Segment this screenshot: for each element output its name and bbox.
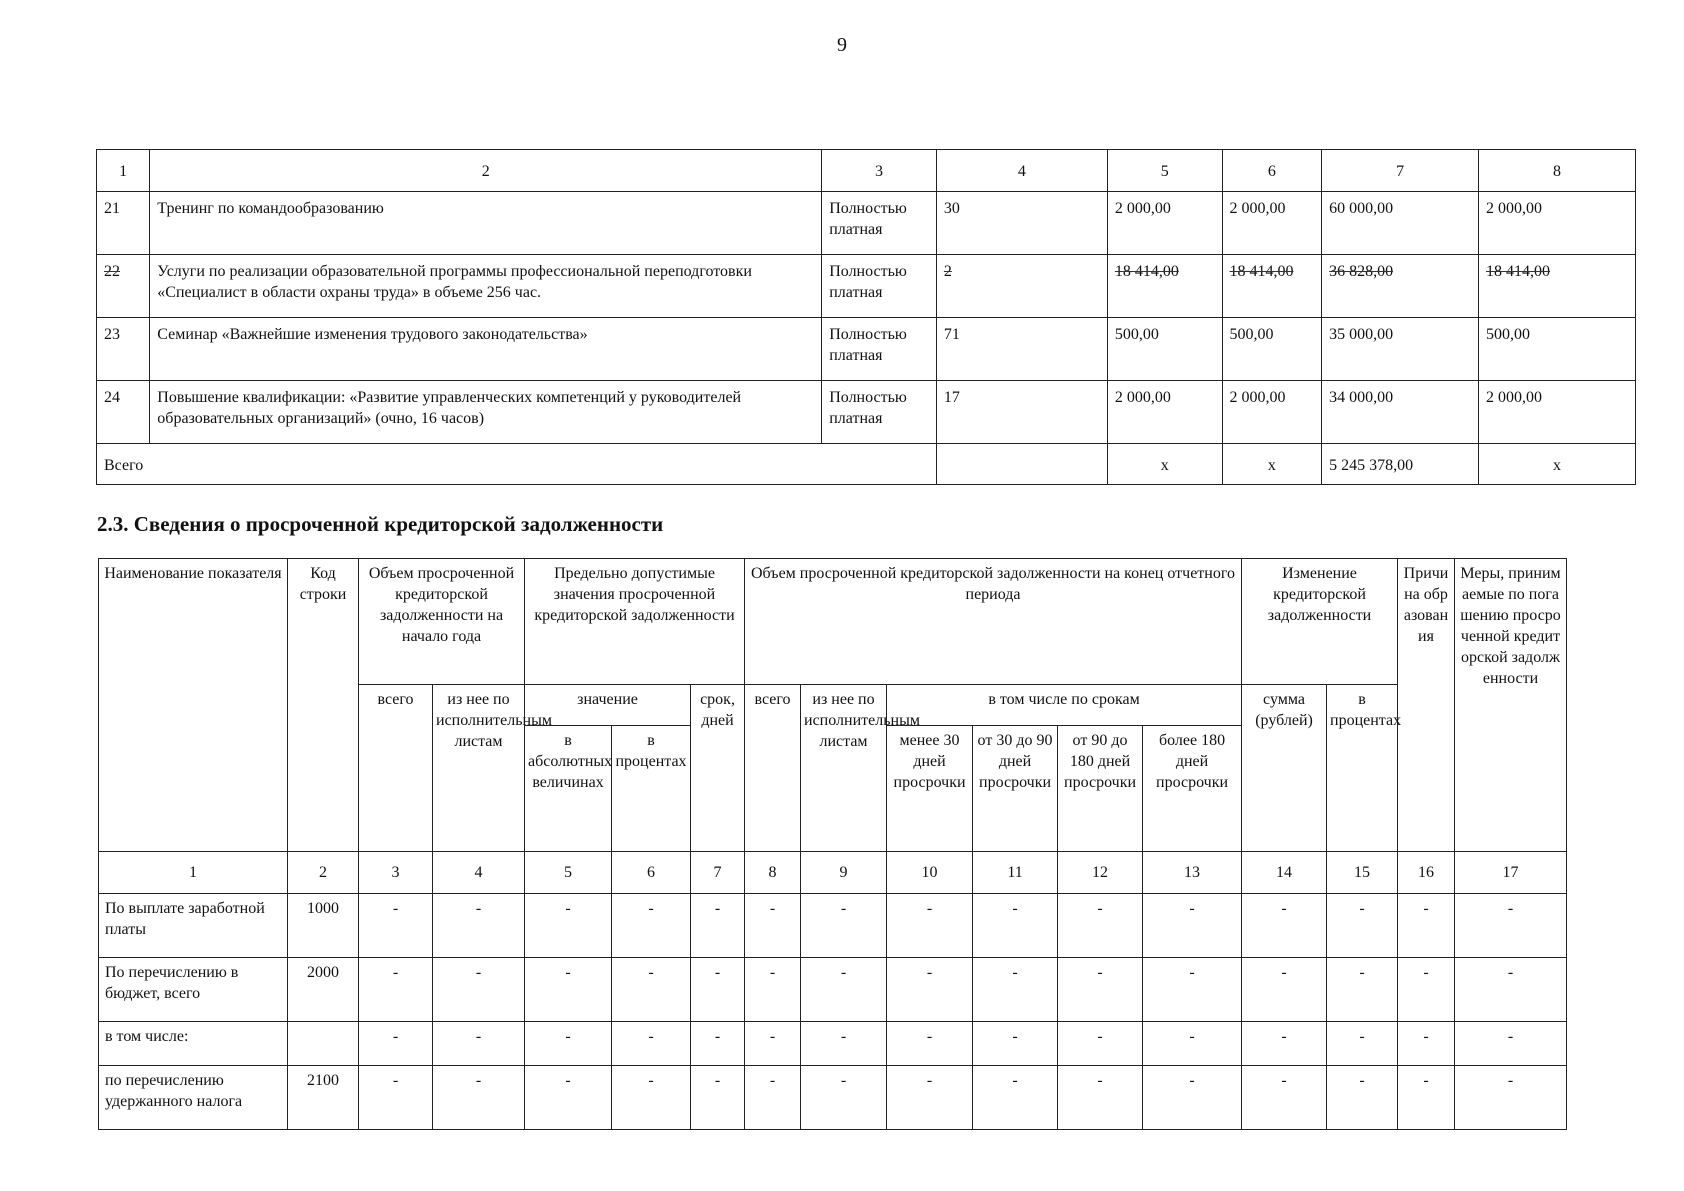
dash-cell: - [1242, 1022, 1327, 1066]
dash-cell: - [887, 1066, 973, 1130]
header-indicator: Наименование показателя [99, 559, 288, 852]
dash-cell: - [1455, 1066, 1567, 1130]
col-number: 4 [433, 852, 525, 894]
table-row [97, 255, 1636, 318]
header-gt180: более 180 дней просрочки [1143, 726, 1242, 852]
dash-cell: - [612, 894, 691, 958]
dash-cell: - [887, 958, 973, 1022]
dash-cell: - [433, 1022, 525, 1066]
table-row [99, 894, 1567, 958]
dash-cell: - [359, 1022, 433, 1066]
service-name: Тренинг по командообразованию [150, 192, 822, 255]
value-cell: 2 000,00 [1222, 192, 1322, 255]
total-row [97, 444, 1636, 485]
col-number: 4 [936, 150, 1107, 192]
dash-cell: - [691, 1066, 745, 1130]
service-type: Полностью платная [822, 192, 937, 255]
dash-cell: - [973, 1022, 1058, 1066]
value-cell: 18 414,00 [1479, 255, 1636, 318]
value-cell: 18 414,00 [1107, 255, 1222, 318]
col-number: 5 [1107, 150, 1222, 192]
dash-cell: - [691, 1022, 745, 1066]
value-cell: 2 000,00 [1107, 381, 1222, 444]
col-number: 15 [1327, 852, 1398, 894]
dash-cell: - [1242, 894, 1327, 958]
dash-cell: - [525, 894, 612, 958]
col-number: 2 [288, 852, 359, 894]
table-header-row [99, 559, 1567, 685]
service-type: Полностью платная [822, 381, 937, 444]
dash-cell: - [612, 958, 691, 1022]
header-reason: Причина образования [1398, 559, 1455, 852]
dash-cell: - [801, 958, 887, 1022]
services-table [96, 149, 1636, 485]
value-cell: 60 000,00 [1322, 192, 1479, 255]
header-term-days: срок, дней [691, 685, 745, 852]
value-cell: 500,00 [1479, 318, 1636, 381]
dash-cell: - [1398, 1022, 1455, 1066]
col-number: 6 [1222, 150, 1322, 192]
row-number: 22 [97, 255, 150, 318]
header-pct: в процентах [612, 726, 691, 852]
dash-cell: - [1058, 1022, 1143, 1066]
col-number: 14 [1242, 852, 1327, 894]
header-by-terms: в том числе по срокам [887, 685, 1242, 726]
col-number: 10 [887, 852, 973, 894]
col-number: 6 [612, 852, 691, 894]
row-number: 23 [97, 318, 150, 381]
dash-cell: - [612, 1022, 691, 1066]
col-number: 9 [801, 852, 887, 894]
value-cell: 2 000,00 [1107, 192, 1222, 255]
col-number: 11 [973, 852, 1058, 894]
dash-cell: - [433, 958, 525, 1022]
col-number: 17 [1455, 852, 1567, 894]
col-number: 1 [99, 852, 288, 894]
col-number: 7 [1322, 150, 1479, 192]
value-cell: 2 000,00 [1479, 381, 1636, 444]
value-cell: 500,00 [1107, 318, 1222, 381]
table-row [99, 1022, 1567, 1066]
value-cell: 34 000,00 [1322, 381, 1479, 444]
row-number: 21 [97, 192, 150, 255]
overdue-debt-table [98, 558, 1567, 1130]
col-number: 13 [1143, 852, 1242, 894]
dash-cell: - [973, 894, 1058, 958]
section-title: 2.3. Сведения о просроченной кредиторской задолженности [97, 512, 664, 536]
total-cell: x [1107, 444, 1222, 485]
dash-cell: - [973, 1066, 1058, 1130]
dash-cell: - [745, 894, 801, 958]
header-end-volume: Объем просроченной кредиторской задолженности на конец отчетного периода [745, 559, 1242, 685]
dash-cell: - [1058, 894, 1143, 958]
dash-cell: - [525, 1022, 612, 1066]
table-row [99, 958, 1567, 1022]
header-in-pct: в процентах [1327, 685, 1398, 852]
col-number: 2 [150, 150, 822, 192]
dash-cell: - [691, 894, 745, 958]
dash-cell: - [1242, 1066, 1327, 1130]
empty-cell [936, 444, 1107, 485]
col-number: 5 [525, 852, 612, 894]
value-cell: 18 414,00 [1222, 255, 1322, 318]
quantity: 17 [936, 381, 1107, 444]
dash-cell: - [612, 1066, 691, 1130]
total-cell: x [1479, 444, 1636, 485]
dash-cell: - [887, 894, 973, 958]
dash-cell: - [433, 894, 525, 958]
dash-cell: - [691, 958, 745, 1022]
total-sum: 5 245 378,00 [1322, 444, 1479, 485]
value-cell: 36 828,00 [1322, 255, 1479, 318]
header-value: значение [525, 685, 691, 726]
dash-cell: - [801, 1022, 887, 1066]
header-30-90: от 30 до 90 дней просрочки [973, 726, 1058, 852]
header-measures: Меры, принимаемые по погашению просроченной кредиторской задолженности [1455, 559, 1567, 852]
dash-cell: - [1143, 958, 1242, 1022]
dash-cell: - [1058, 958, 1143, 1022]
dash-cell: - [1143, 1066, 1242, 1130]
col-number: 8 [1479, 150, 1636, 192]
dash-cell: - [1455, 894, 1567, 958]
table-row [99, 1066, 1567, 1130]
col-number: 12 [1058, 852, 1143, 894]
dash-cell: - [525, 1066, 612, 1130]
dash-cell: - [887, 1022, 973, 1066]
dash-cell: - [801, 1066, 887, 1130]
indicator-name: По перечислению в бюджет, всего [99, 958, 288, 1022]
column-numbers-row [99, 852, 1567, 894]
header-limits: Предельно допустимые значения просроченной кредиторской задолженности [525, 559, 745, 685]
total-label: Всего [97, 444, 937, 485]
header-change: Изменение кредиторской задолженности [1242, 559, 1398, 685]
col-number: 16 [1398, 852, 1455, 894]
dash-cell: - [1327, 894, 1398, 958]
service-type: Полностью платная [822, 318, 937, 381]
dash-cell: - [1398, 894, 1455, 958]
indicator-name: в том числе: [99, 1022, 288, 1066]
dash-cell: - [973, 958, 1058, 1022]
dash-cell: - [1327, 1022, 1398, 1066]
page-number: 9 [837, 34, 847, 56]
dash-cell: - [359, 1066, 433, 1130]
dash-cell: - [1455, 1022, 1567, 1066]
dash-cell: - [801, 894, 887, 958]
dash-cell: - [359, 894, 433, 958]
dash-cell: - [1398, 958, 1455, 1022]
row-code [288, 1022, 359, 1066]
header-abs: в абсолютных величинах [525, 726, 612, 852]
table-row [97, 318, 1636, 381]
service-name: Услуги по реализации образовательной программы профессиональной переподготовки «Специалист в области охраны труда» в объеме 256 час. [150, 255, 822, 318]
dash-cell: - [1455, 958, 1567, 1022]
dash-cell: - [525, 958, 612, 1022]
col-number: 7 [691, 852, 745, 894]
header-start-volume: Объем просроченной кредиторской задолженности на начало года [359, 559, 525, 685]
header-lt30: менее 30 дней просрочки [887, 726, 973, 852]
dash-cell: - [1327, 958, 1398, 1022]
table-row [97, 381, 1636, 444]
indicator-name: По выплате заработной платы [99, 894, 288, 958]
table-header-row [97, 150, 1636, 192]
dash-cell: - [1143, 1022, 1242, 1066]
value-cell: 2 000,00 [1222, 381, 1322, 444]
header-sum-rub: сумма (рублей) [1242, 685, 1327, 852]
row-code: 2000 [288, 958, 359, 1022]
quantity: 30 [936, 192, 1107, 255]
dash-cell: - [1242, 958, 1327, 1022]
row-number: 24 [97, 381, 150, 444]
dash-cell: - [1398, 1066, 1455, 1130]
service-type: Полностью платная [822, 255, 937, 318]
col-number: 8 [745, 852, 801, 894]
header-writs-end: из нее по исполнительным листам [801, 685, 887, 852]
value-cell: 2 000,00 [1479, 192, 1636, 255]
service-name: Повышение квалификации: «Развитие управленческих компетенций у руководителей образовательных организаций» (очно, 16 часов) [150, 381, 822, 444]
col-number: 1 [97, 150, 150, 192]
total-cell: x [1222, 444, 1322, 485]
header-code: Код строки [288, 559, 359, 852]
dash-cell: - [745, 1066, 801, 1130]
header-90-180: от 90 до 180 дней просрочки [1058, 726, 1143, 852]
header-total: всего [359, 685, 433, 852]
dash-cell: - [359, 958, 433, 1022]
indicator-name: по перечислению удержанного налога [99, 1066, 288, 1130]
dash-cell: - [1058, 1066, 1143, 1130]
dash-cell: - [745, 1022, 801, 1066]
quantity: 2 [936, 255, 1107, 318]
dash-cell: - [1143, 894, 1242, 958]
dash-cell: - [745, 958, 801, 1022]
header-writs: из нее по исполнительным листам [433, 685, 525, 852]
dash-cell: - [433, 1066, 525, 1130]
quantity: 71 [936, 318, 1107, 381]
row-code: 2100 [288, 1066, 359, 1130]
col-number: 3 [822, 150, 937, 192]
value-cell: 35 000,00 [1322, 318, 1479, 381]
col-number: 3 [359, 852, 433, 894]
service-name: Семинар «Важнейшие изменения трудового законодательства» [150, 318, 822, 381]
dash-cell: - [1327, 1066, 1398, 1130]
value-cell: 500,00 [1222, 318, 1322, 381]
header-total-end: всего [745, 685, 801, 852]
table-row [97, 192, 1636, 255]
row-code: 1000 [288, 894, 359, 958]
